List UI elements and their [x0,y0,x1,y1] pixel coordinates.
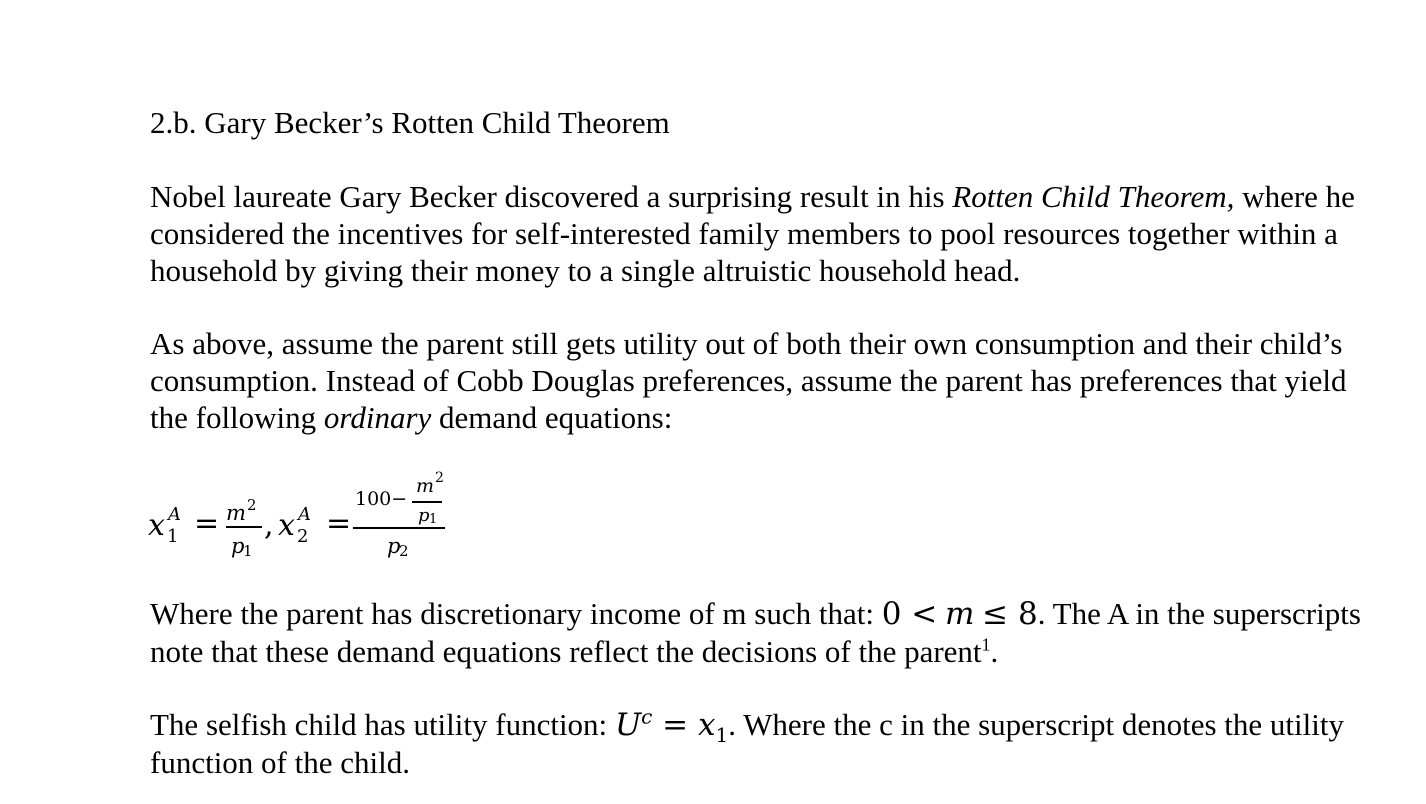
paragraph-line: the following ordinary demand equations: [150,400,673,435]
paragraph-line: As above, assume the parent still gets utility out of both their own consumption and their child’s [150,326,1343,361]
paragraph-line: considered the incentives for self-interested family members to pool resources together within a [150,216,1338,251]
theorem-name-italic: Rotten Child Theorem, [952,179,1235,214]
utility-x-sub: 1 [715,723,729,748]
paragraph-line: Nobel laureate Gary Becker discovered a surprising result in his Rotten Child Theorem, where he [150,179,1355,214]
eq-x1-var: x [148,508,165,543]
eq-frac1-bar [226,526,262,528]
ordinary-italic: ordinary [323,400,432,435]
paragraph-line: Where the parent has discretionary income of m such that: 0 < m ≤ 8. The A in the superscripts [150,596,1361,632]
paragraph-intro [150,178,1400,289]
paragraph-line: function of the child. [150,745,410,780]
eq-equals-2: = [326,506,352,541]
eq-frac1-p-sub: 1 [243,542,253,560]
paragraph-line: note that these demand equations reflect the decisions of the parent$^1$. [150,634,999,669]
inequality-zero: 0 < [881,596,938,632]
eq-frac2-inner-p: p [418,505,430,526]
footnote-mark[interactable]: 1 [981,634,991,655]
eq-x2-sub: 2 [297,526,309,547]
inequality-m: m [945,596,975,632]
utility-c-sup: c [641,704,653,729]
eq-frac2-inner-p-sub: 1 [429,512,438,527]
eq-x1-sub: 1 [167,526,179,547]
demand-equations [146,470,466,570]
paragraph-line: consumption. Instead of Cobb Douglas preferences, assume the parent has preferences that yield [150,363,1347,398]
eq-x2-var: x [278,508,295,543]
eq-comma: , [264,508,274,543]
section-heading: 2.b. Gary Becker’s Rotten Child Theorem [150,105,670,140]
eq-frac1-p: p [231,534,245,558]
eq-frac2-inner-bar [412,501,442,503]
eq-frac2-inner-m: m [416,475,435,497]
eq-frac2-hundred: 100− [355,488,408,510]
paragraph-assumptions [150,325,1400,436]
utility-x: x [697,707,716,743]
eq-equals-1: = [194,506,220,541]
paragraph-line: The selfish child has utility function: $U^c = x_1$. Where the c in the superscript denotes the utility [150,704,1344,748]
inequality-le: ≤ 8 [982,596,1038,632]
eq-x2-sup: A [298,504,311,525]
eq-frac2-p-sub: 2 [399,542,409,560]
paragraph-income [150,595,1400,670]
eq-frac2-inner-sq: 2 [435,470,444,486]
eq-frac2-bar [353,527,445,529]
eq-x1-sup: A [168,504,181,525]
utility-u: U [614,707,642,743]
eq-frac1-m: m [226,501,246,525]
utility-equals: = [652,707,698,743]
eq-frac1-sq: 2 [247,496,257,514]
paragraph-line: household by giving their money to a single altruistic household head. [150,253,1021,288]
eq-frac2-p: p [387,534,401,558]
paragraph-child-utility [150,706,1400,781]
